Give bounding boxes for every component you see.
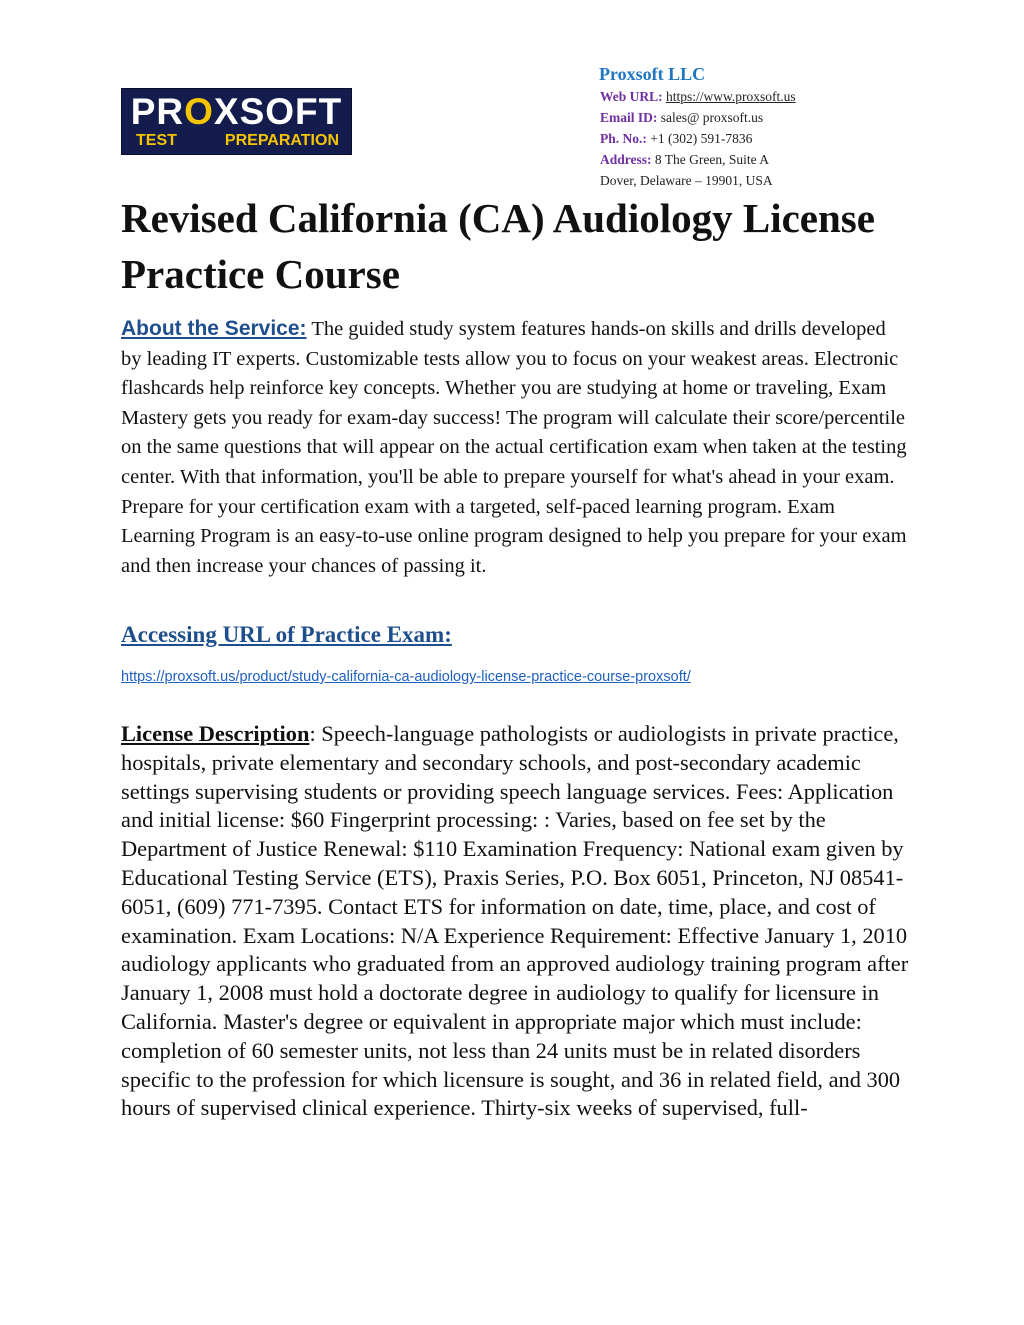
web-url-link[interactable]: https://www.proxsoft.us: [666, 89, 796, 104]
phone-label: Ph. No.:: [600, 131, 647, 146]
address-line-1: 8 The Green, Suite A: [654, 152, 769, 167]
proxsoft-logo: [121, 88, 352, 155]
phone-value: +1 (302) 591-7836: [650, 131, 753, 146]
logo-wordmark: [122, 91, 351, 133]
license-separator: :: [309, 721, 322, 746]
web-url-row: [600, 86, 796, 107]
logo-text-o: O: [184, 91, 214, 132]
address-label: Address:: [600, 152, 652, 167]
company-contact: [600, 62, 796, 191]
about-text: The guided study system features hands-on skills and drills developed by leading IT experts. Customizable tests allow you to focus on your weakest areas. Electronic flashcards help reinforce key concepts. Whether you are studying at home or traveling, Exam Mastery gets you ready for exam-day success! The program will calculate their score/percentile on the same questions that will appear on the actual certification exam when taken at the testing center. With that information, you'll be able to prepare yourself for what's ahead in your exam. Prepare for your certification exam with a targeted, self-paced learning program. Exam Learning Program is an easy-to-use online program designed to help you prepare for your exam and then increase your chances of passing it.: [121, 318, 907, 577]
about-paragraph: [121, 314, 911, 581]
access-heading: Accessing URL of Practice Exam:: [121, 622, 452, 647]
logo-tagline: [122, 131, 351, 151]
practice-exam-link[interactable]: https://proxsoft.us/product/study-california-ca-audiology-license-practice-course-proxsoft/: [121, 669, 691, 685]
logo-text-xsoft: XSOFT: [213, 91, 343, 132]
address-line-2: Dover, Delaware – 19901, USA: [600, 173, 773, 188]
license-text: Speech-language pathologists or audiologists in private practice, hospitals, private elementary and secondary schools, and post-secondary academic settings supervising students or providing speech language services. Fees: Application and initial license: $60 Fingerprint processing: : Varies, based on fee set by the Department of Justice Renewal: $110 Examination Frequency: National exam given by Educational Testing Service (ETS), Praxis Series, P.O. Box 6051, Princeton, NJ 08541-6051, (609) 771-7395. Contact ETS for information on date, time, place, and cost of examination. Exam Locations: N/A Experience Requirement: Effective January 1, 2010 audiology applicants who graduated from an approved audiology training program after January 1, 2008 must hold a doctorate degree in audiology to qualify for licensure in California. Master's degree or equivalent in appropriate major which must include: completion of 60 semester units, not less than 24 units must be in related disorders specific to the profession for which licensure is sought, and 36 in related field, and 300 hours of supervised clinical experience. Thirty-six weeks of supervised, full-: [121, 721, 909, 1121]
license-heading: License Description: [121, 721, 310, 746]
phone-row: [600, 128, 796, 149]
logo-tagline-left: TEST: [136, 132, 177, 149]
email-row: [600, 107, 796, 128]
logo-tagline-right: PREPARATION: [224, 132, 339, 149]
about-heading: About the Service:: [121, 317, 307, 340]
email-label: Email ID:: [600, 110, 658, 125]
license-paragraph: [121, 720, 911, 1123]
email-value: sales@ proxsoft.us: [660, 110, 764, 125]
company-name: Proxsoft LLC: [599, 64, 706, 84]
logo-text-pr: PR: [130, 91, 185, 132]
web-url-label: Web URL:: [600, 89, 663, 104]
address-row: [600, 149, 796, 170]
page-title: Revised California (CA) Audiology License Practice Course: [121, 195, 875, 297]
